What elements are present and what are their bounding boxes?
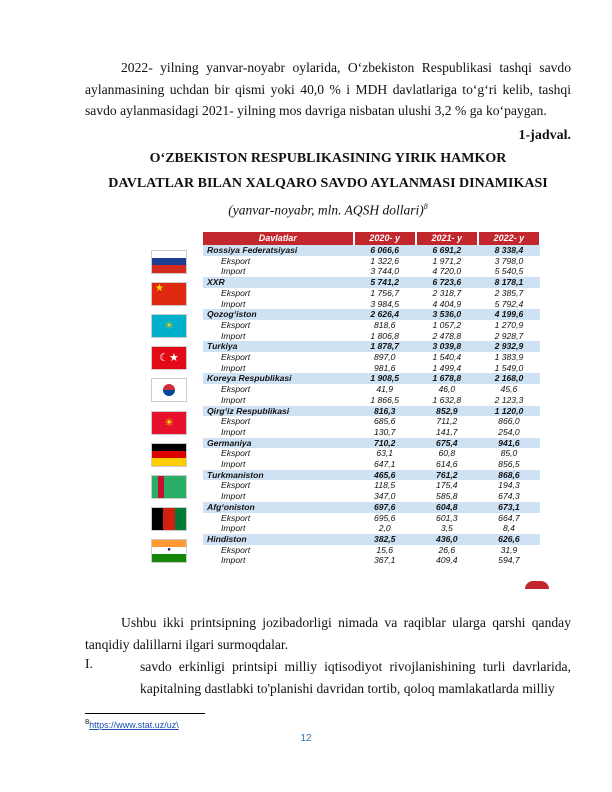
sub-row [203, 384, 540, 395]
row-label: Eksport [203, 480, 354, 491]
value-cell: 2 123,3 [478, 395, 540, 406]
value-cell: 981,6 [354, 363, 416, 374]
value-cell: 866,0 [478, 416, 540, 427]
page-number: 12 [300, 733, 312, 744]
value-cell: 5 741,2 [354, 277, 416, 288]
sub-row [203, 256, 540, 267]
value-cell: 367,1 [354, 555, 416, 566]
value-cell: 5 792,4 [478, 299, 540, 310]
row-label: Qozog‘iston [203, 309, 354, 320]
value-cell: 3,5 [416, 523, 478, 534]
sub-row [203, 545, 540, 556]
value-cell: 614,6 [416, 459, 478, 470]
footnote-divider [85, 713, 205, 714]
sub-row [203, 320, 540, 331]
value-cell: 897,0 [354, 352, 416, 363]
value-cell: 711,2 [416, 416, 478, 427]
value-cell: 674,3 [478, 491, 540, 502]
value-cell: 647,1 [354, 459, 416, 470]
footnote-ref: 8 [85, 717, 90, 726]
turkmenistan-flag [151, 475, 187, 499]
value-cell: 8 178,1 [478, 277, 540, 288]
header-countries: Davlatlar [203, 232, 354, 245]
list-item-text: savdo erkinligi printsipi milliy iqtisodiyot rivojlanishining turli davrlarida, kapitalning dastlabki to'planishi davridan tortib, qoloq mamlakatlarda milliy [140, 659, 571, 696]
value-cell: 118,5 [354, 480, 416, 491]
value-cell: 1 878,7 [354, 341, 416, 352]
value-cell: 856,5 [478, 459, 540, 470]
footnote-link[interactable]: https://www.stat.uz/uz\ [89, 720, 179, 730]
value-cell: 2 626,4 [354, 309, 416, 320]
value-cell: 816,3 [354, 406, 416, 417]
row-label: Eksport [203, 256, 354, 267]
header-2021: 2021- y [416, 232, 478, 245]
subtitle-footnote-ref: 8 [423, 202, 428, 211]
value-cell: 3 039,8 [416, 341, 478, 352]
row-label: Germaniya [203, 438, 354, 449]
value-cell: 2 478,8 [416, 331, 478, 342]
value-cell: 3 536,0 [416, 309, 478, 320]
country-row [203, 277, 540, 288]
subtitle-text: (yanvar-noyabr, mln. AQSH dollari) [228, 202, 424, 218]
country-row [203, 502, 540, 513]
value-cell: 4 199,6 [478, 309, 540, 320]
russia-flag [151, 250, 187, 274]
value-cell: 436,0 [416, 534, 478, 545]
value-cell: 664,7 [478, 513, 540, 524]
value-cell: 1 806,8 [354, 331, 416, 342]
row-label: Eksport [203, 513, 354, 524]
value-cell: 941,6 [478, 438, 540, 449]
country-row [203, 438, 540, 449]
germany-flag [151, 443, 187, 467]
value-cell: 347,0 [354, 491, 416, 502]
table-title-line1: O‘ZBEKISTON RESPUBLIKASINING YIRIK HAMKOR [149, 151, 507, 166]
value-cell: 868,6 [478, 470, 540, 481]
row-label: Hindiston [203, 534, 354, 545]
value-cell: 4 720,0 [416, 266, 478, 277]
afghanistan-flag [151, 507, 187, 531]
row-label: Eksport [203, 545, 354, 556]
value-cell: 601,3 [416, 513, 478, 524]
value-cell: 41,9 [354, 384, 416, 395]
value-cell: 382,5 [354, 534, 416, 545]
value-cell: 6 723,6 [416, 277, 478, 288]
row-label: Import [203, 395, 354, 406]
value-cell: 710,2 [354, 438, 416, 449]
value-cell: 85,0 [478, 448, 540, 459]
sub-row [203, 427, 540, 438]
row-label: Rossiya Federatsiyasi [203, 245, 354, 256]
value-cell: 1 678,8 [416, 373, 478, 384]
table-body [203, 245, 540, 566]
value-cell: 15,6 [354, 545, 416, 556]
value-cell: 818,6 [354, 320, 416, 331]
sub-row [203, 491, 540, 502]
value-cell: 141,7 [416, 427, 478, 438]
turkey-flag: ☾★ [151, 346, 187, 370]
row-label: Import [203, 299, 354, 310]
intro-paragraph: 2022- yilning yanvar-noyabr oylarida, O‘zbekiston Respublikasi tashqi savdo aylanmasining uchdan bir qismi yoki 40,0 % i MDH davlatlariga to‘g‘ri kelib, tashqi savdo aylanmasidagi 2021- yilning mos davriga nisbatan ulushi 3,2 % ga ko‘paygan. [85, 60, 571, 118]
value-cell: 1 322,6 [354, 256, 416, 267]
country-row [203, 245, 540, 256]
row-label: Eksport [203, 416, 354, 427]
value-cell: 2 168,0 [478, 373, 540, 384]
row-label: Eksport [203, 384, 354, 395]
value-cell: 1 270,9 [478, 320, 540, 331]
value-cell: 675,4 [416, 438, 478, 449]
value-cell: 3 984,5 [354, 299, 416, 310]
china-flag: ★ [151, 282, 187, 306]
value-cell: 8,4 [478, 523, 540, 534]
decorative-corner-shape [525, 581, 549, 589]
value-cell: 194,3 [478, 480, 540, 491]
value-cell: 1 549,0 [478, 363, 540, 374]
value-cell: 673,1 [478, 502, 540, 513]
country-row [203, 309, 540, 320]
value-cell: 63,1 [354, 448, 416, 459]
header-2020: 2020- y [354, 232, 416, 245]
sub-row [203, 288, 540, 299]
india-flag: ● [151, 539, 187, 563]
sub-row [203, 513, 540, 524]
value-cell: 46,0 [416, 384, 478, 395]
row-label: Afg‘oniston [203, 502, 354, 513]
list-number: I. [85, 656, 93, 671]
value-cell: 852,9 [416, 406, 478, 417]
sub-row [203, 352, 540, 363]
value-cell: 626,6 [478, 534, 540, 545]
value-cell: 697,6 [354, 502, 416, 513]
value-cell: 31,9 [478, 545, 540, 556]
value-cell: 1 057,2 [416, 320, 478, 331]
row-label: Eksport [203, 448, 354, 459]
row-label: Eksport [203, 352, 354, 363]
value-cell: 3 798,0 [478, 256, 540, 267]
value-cell: 26,6 [416, 545, 478, 556]
value-cell: 761,2 [416, 470, 478, 481]
row-label: Turkmaniston [203, 470, 354, 481]
sub-row [203, 448, 540, 459]
row-label: Eksport [203, 288, 354, 299]
row-label: Import [203, 427, 354, 438]
value-cell: 8 338,4 [478, 245, 540, 256]
trade-table-image [148, 232, 541, 586]
table-label: 1-jadval. [518, 128, 571, 143]
header-2022: 2022- y [478, 232, 540, 245]
value-cell: 409,4 [416, 555, 478, 566]
value-cell: 1 756,7 [354, 288, 416, 299]
value-cell: 130,7 [354, 427, 416, 438]
value-cell: 60,8 [416, 448, 478, 459]
value-cell: 594,7 [478, 555, 540, 566]
row-label: Koreya Respublikasi [203, 373, 354, 384]
value-cell: 2 932,9 [478, 341, 540, 352]
row-label: XXR [203, 277, 354, 288]
row-label: Turkiya [203, 341, 354, 352]
table-subtitle [85, 202, 571, 219]
value-cell: 45,6 [478, 384, 540, 395]
country-row [203, 534, 540, 545]
table-title-line2: DAVLATLAR BILAN XALQARO SAVDO AYLANMASI DINAMIKASI [108, 176, 548, 191]
value-cell: 685,6 [354, 416, 416, 427]
row-label: Import [203, 266, 354, 277]
sub-row [203, 555, 540, 566]
sub-row [203, 331, 540, 342]
country-row [203, 470, 540, 481]
value-cell: 4 404,9 [416, 299, 478, 310]
sub-row [203, 523, 540, 534]
second-paragraph: Ushbu ikki printsipning jozibadorligi nimada va raqiblar ularga qarshi qanday tanqidiy dalillarni ilgari surmoqdalar. [85, 615, 571, 652]
sub-row [203, 266, 540, 277]
value-cell: 2 318,7 [416, 288, 478, 299]
value-cell: 1 971,2 [416, 256, 478, 267]
flag-column [148, 232, 201, 586]
trade-table [203, 232, 541, 566]
value-cell: 3 744,0 [354, 266, 416, 277]
row-label: Import [203, 555, 354, 566]
value-cell: 6 691,2 [416, 245, 478, 256]
value-cell: 1 908,5 [354, 373, 416, 384]
row-label: Import [203, 363, 354, 374]
value-cell: 695,6 [354, 513, 416, 524]
value-cell: 2 928,7 [478, 331, 540, 342]
country-row [203, 373, 540, 384]
kyrgyzstan-flag: ☀ [151, 411, 187, 435]
value-cell: 175,4 [416, 480, 478, 491]
value-cell: 1 866,5 [354, 395, 416, 406]
sub-row [203, 480, 540, 491]
footnote [85, 717, 179, 730]
row-label: Import [203, 523, 354, 534]
table-header-row [203, 232, 540, 245]
sub-row [203, 416, 540, 427]
country-row [203, 341, 540, 352]
country-row [203, 406, 540, 417]
value-cell: 6 066,6 [354, 245, 416, 256]
value-cell: 1 632,8 [416, 395, 478, 406]
row-label: Eksport [203, 320, 354, 331]
row-label: Import [203, 331, 354, 342]
value-cell: 2 385,7 [478, 288, 540, 299]
kazakhstan-flag: ☀ [151, 314, 187, 338]
value-cell: 1 499,4 [416, 363, 478, 374]
sub-row [203, 363, 540, 374]
row-label: Qirg‘iz Respublikasi [203, 406, 354, 417]
row-label: Import [203, 459, 354, 470]
value-cell: 2,0 [354, 523, 416, 534]
value-cell: 465,6 [354, 470, 416, 481]
value-cell: 5 540,5 [478, 266, 540, 277]
row-label: Import [203, 491, 354, 502]
sub-row [203, 459, 540, 470]
south-korea-flag [151, 378, 187, 402]
value-cell: 1 383,9 [478, 352, 540, 363]
sub-row [203, 299, 540, 310]
value-cell: 604,8 [416, 502, 478, 513]
value-cell: 585,8 [416, 491, 478, 502]
sub-row [203, 395, 540, 406]
value-cell: 254,0 [478, 427, 540, 438]
value-cell: 1 120,0 [478, 406, 540, 417]
value-cell: 1 540,4 [416, 352, 478, 363]
